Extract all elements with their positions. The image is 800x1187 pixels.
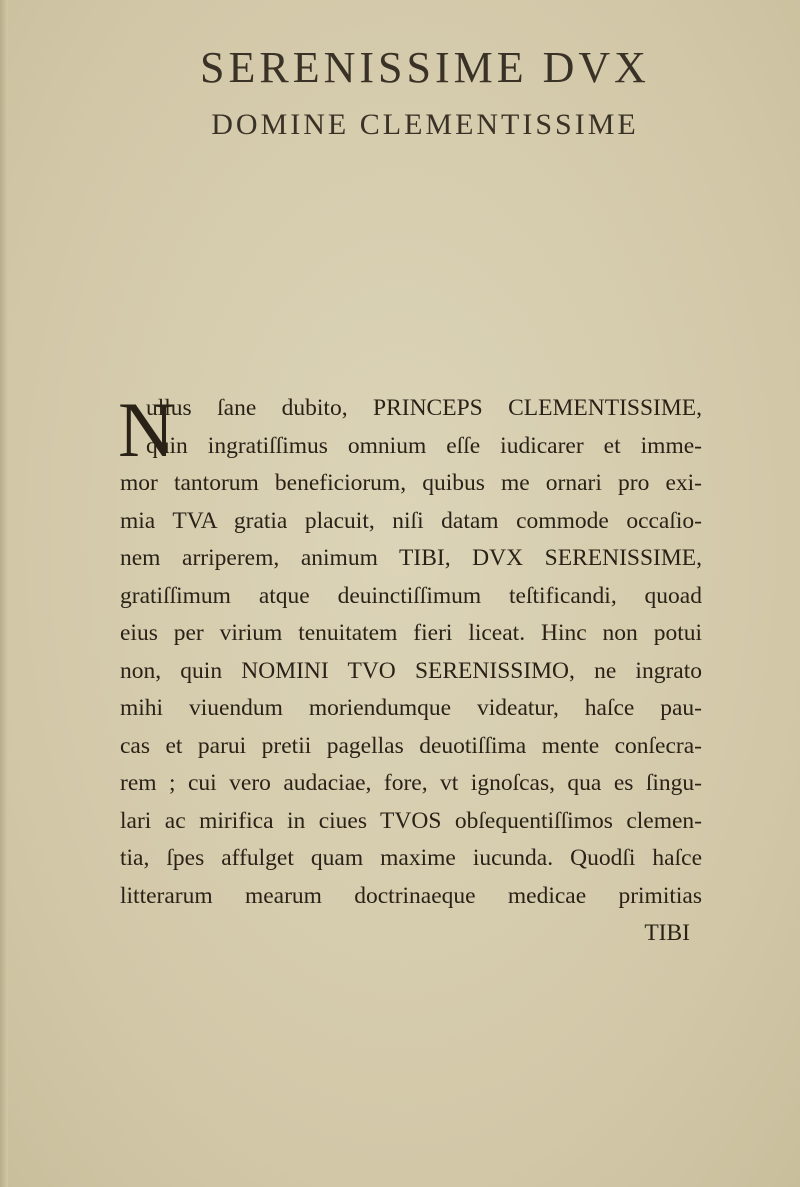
text-line: nem arriperem, animum TIBI, DVX SERENISSIME, (120, 545, 702, 571)
heading-line-1: SERENISSIME DVX (200, 43, 650, 92)
page-edge (0, 0, 8, 1187)
text-line: mihi viuendum moriendumque videatur, haſce pau- (120, 695, 702, 721)
text-line: rem ; cui vero audaciae, fore, vt ignoſcas, qua es ſingu- (120, 770, 702, 796)
text-line: eius per virium tenuitatem fieri liceat. Hinc non potui (120, 620, 702, 646)
text-line: cas et parui pretii pagellas deuotiſſima mente conſecra- (120, 732, 702, 759)
text-line: mor tantorum beneficiorum, quibus me ornari pro exi- (120, 470, 702, 496)
text-line: ullus ſane dubito, PRINCEPS CLEMENTISSIME, (146, 395, 702, 421)
text-line: gratiſſimum atque deuinctiſſimum teſtificandi, quoad (120, 582, 702, 609)
text-line: litterarum mearum doctrinaeque medicae primitias (120, 882, 702, 909)
heading-line-2: DOMINE CLEMENTISSIME (211, 108, 639, 141)
catchword: TIBI (644, 920, 690, 946)
text-line: quin ingratiſſimus omnium eſſe iudicarer et imme- (146, 432, 702, 459)
text-line: mia TVA gratia placuit, niſi datam commode occaſio- (120, 507, 702, 534)
body-text (118, 386, 702, 953)
text-line: lari ac mirifica in ciues TVOS obſequentiſſimos clemen- (120, 807, 702, 834)
text-line: non, quin NOMINI TVO SERENISSIMO, ne ingrato (120, 657, 702, 684)
text-line: tia, ſpes affulget quam maxime iucunda. Quodſi haſce (120, 845, 702, 871)
drop-cap: N (118, 386, 175, 473)
